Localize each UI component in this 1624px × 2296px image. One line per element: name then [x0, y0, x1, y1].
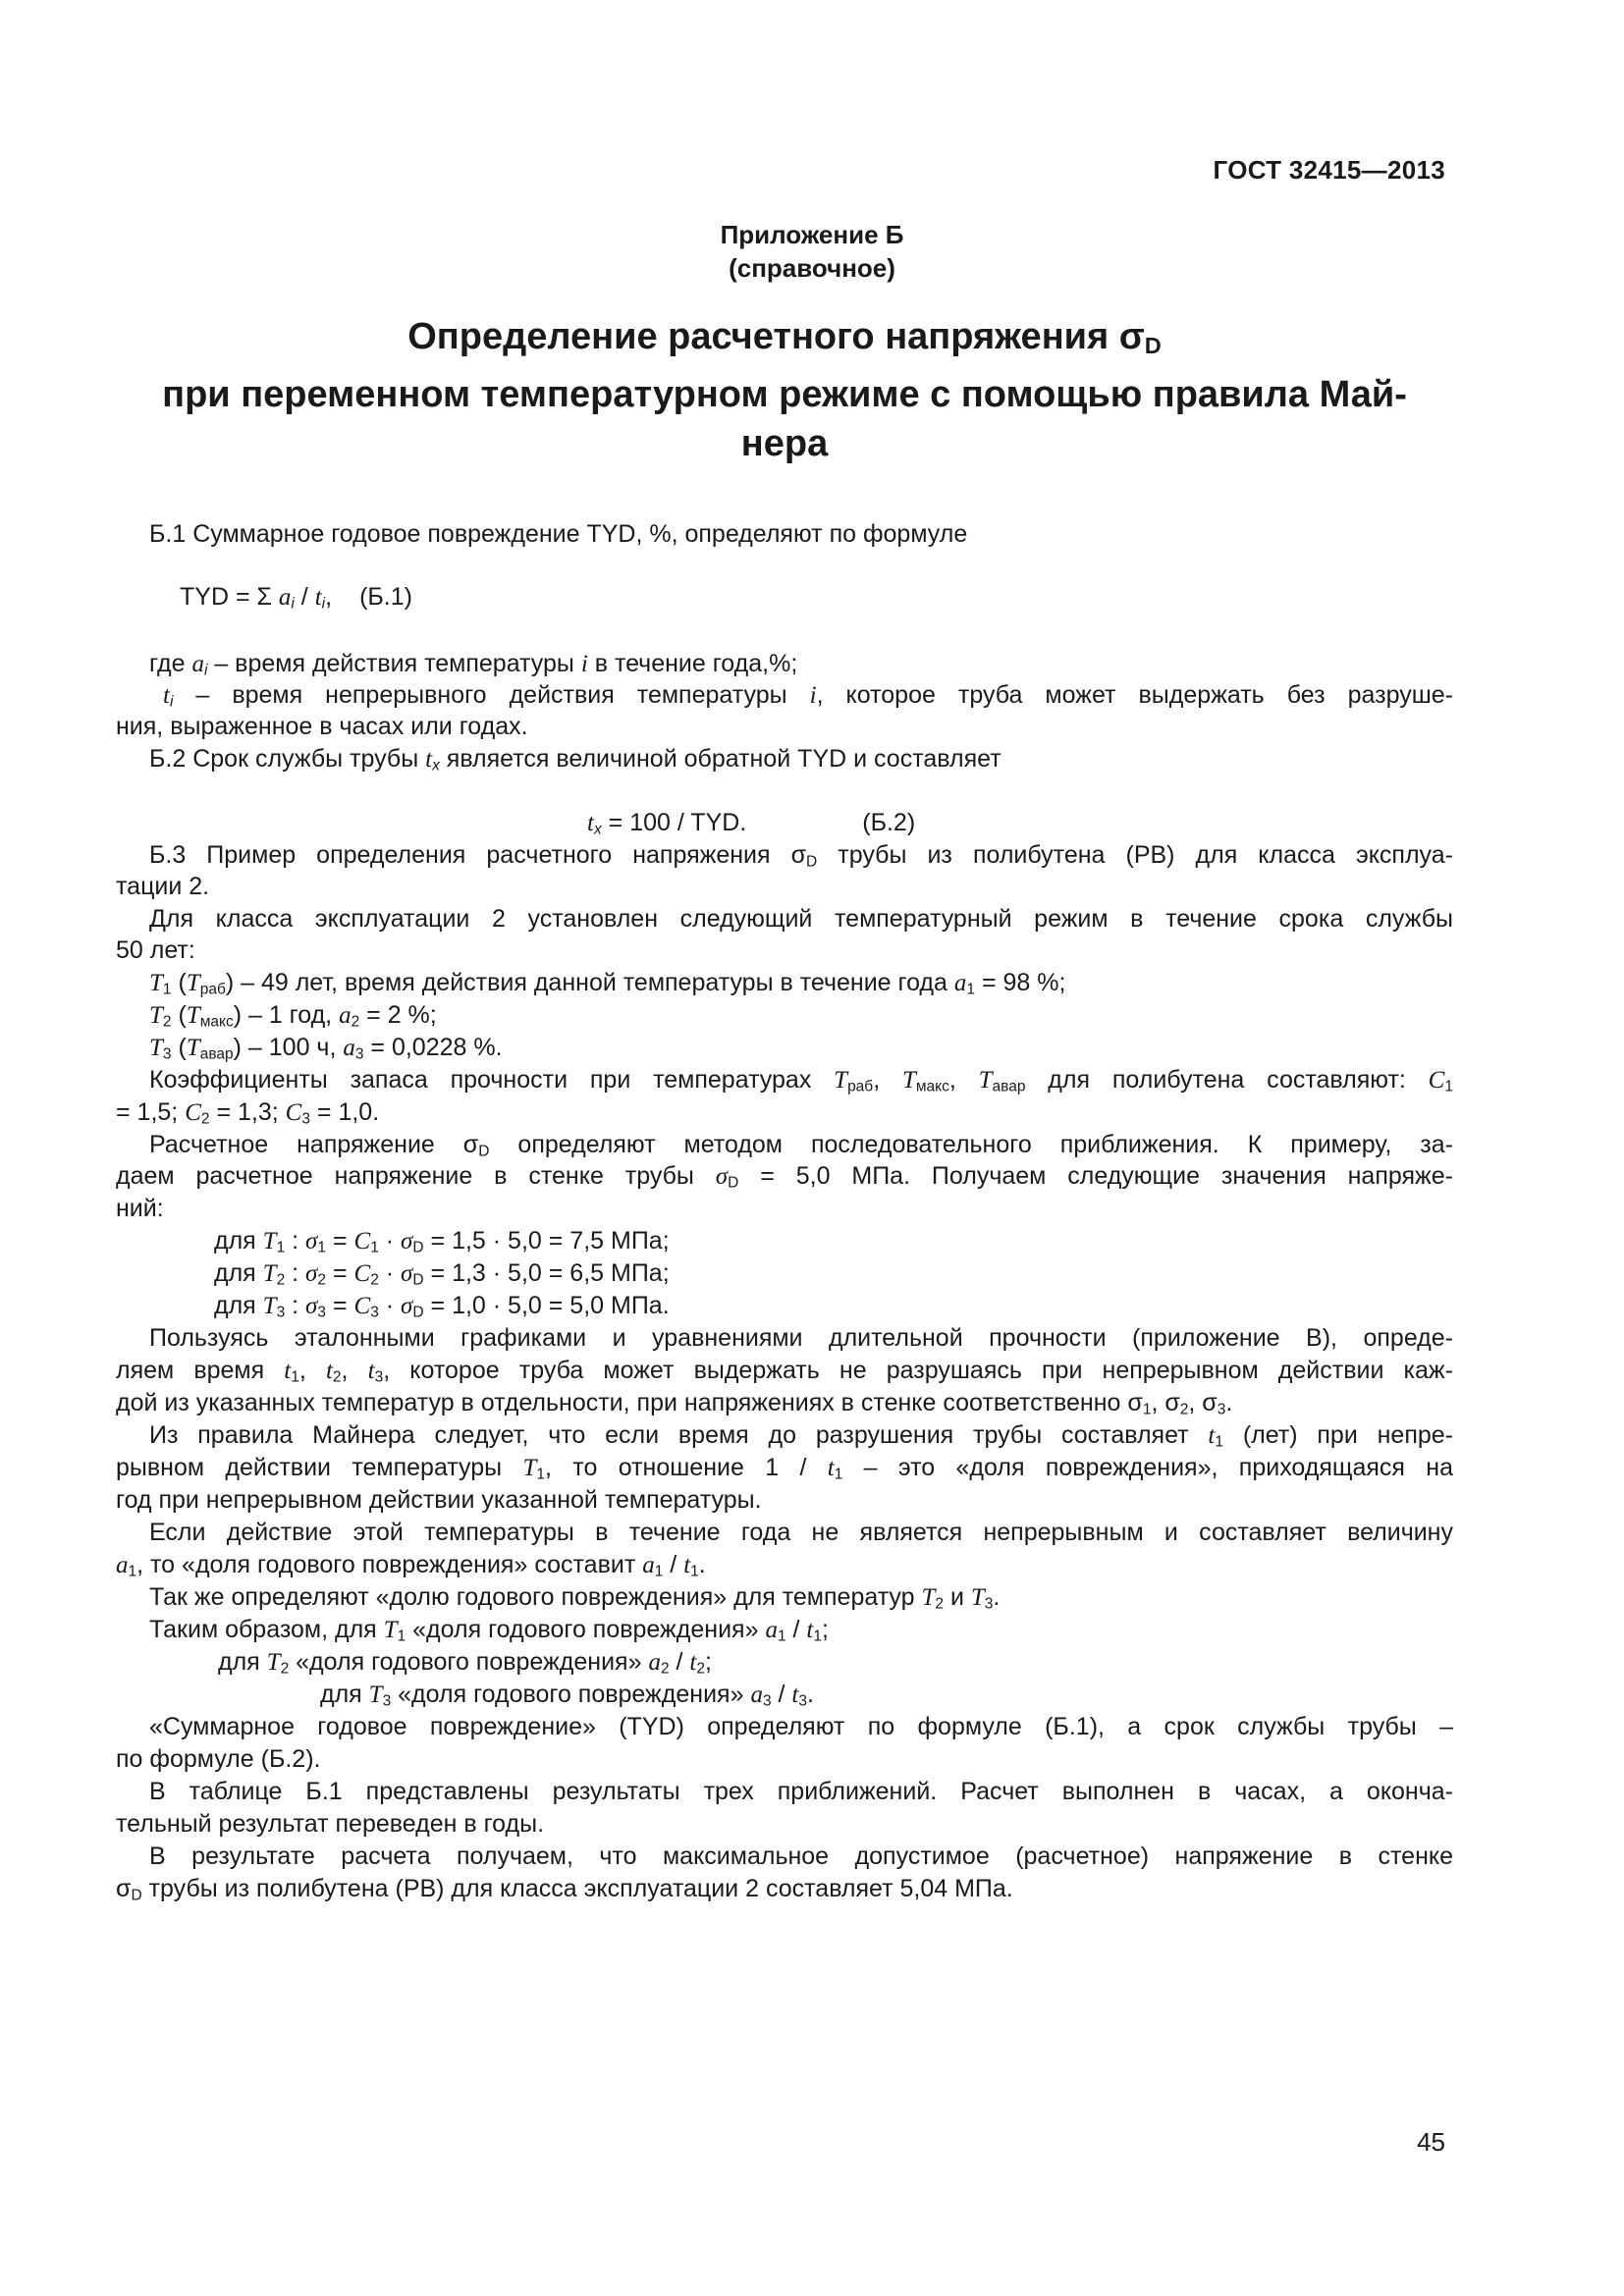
paragraph-b2: Б.2 Срок службы трубы tx является величиной обратной TYD и составляет: [149, 745, 1001, 774]
where-ai: где ai – время действия температуры i в течение года,%;: [149, 650, 798, 679]
appendix-kind: (справочное): [729, 253, 895, 283]
same-for-t2-t3: Так же определяют «долю годового повреждения» для температур $T_2$ и $T_3$.: [149, 1583, 1001, 1613]
result: В результате расчета получаем, что максимальное допустимое (расчетное) напряжение в стенке: [149, 1842, 1453, 1870]
title-line-3: нера: [740, 423, 829, 465]
class-2-text: Для класса эксплуатации 2 установлен следующий температурный режим в течение срока службы: [149, 905, 1453, 933]
calc-method-cont: даем расчетное напряжение в стенке трубы $\sigma_D = 5,0$ МПа. Получаем следующие значения напряже-: [116, 1162, 1453, 1192]
non-continuous: Если действие этой температуры в течение года не является непрерывным и составляет величину: [149, 1519, 1453, 1546]
where-ti-cont: ния, выраженное в часах или годах.: [116, 713, 528, 740]
where-ti: ti – время непрерывного действия температуры i, которое труба может выдержать без разруше-: [163, 681, 1453, 711]
title-line-2: при переменном температурном режиме с помощью правила Май-: [162, 374, 1407, 416]
temperature-t1: $T_1$ $(T_{раб}) - 49$ лет, время действия данной температуры в течение года $a_1 = 98$ %;: [149, 969, 1066, 998]
stress-t3: для $T_3$ : $\sigma_3 = C_3 \cdot \sigma_D = 1,0 \cdot 5,0 = 5,0$ МПа.: [214, 1292, 670, 1321]
title-line-1: Определение расчетного напряжения $\sigma_D$: [407, 316, 1162, 359]
page-number: 45: [1417, 2127, 1445, 2157]
appendix-label: Приложение Б: [720, 220, 904, 249]
damage-share-t3: для $T_3$ «доля годового повреждения» $a_3 / t_3$.: [320, 1681, 814, 1710]
formula-b2: tx = 100 / TYD. (Б.2): [587, 809, 916, 838]
reference-graphs-cont: ляем время $t_1$, $t_2$, $t_3$, которое труба может выдержать не разрушаясь при непрерывном действии каж-: [116, 1357, 1453, 1386]
total-damage-cont: по формуле (Б.2).: [116, 1745, 321, 1773]
formula-b1-number: (Б.1): [359, 583, 412, 611]
table-reference-cont: тельный результат переведен в годы.: [116, 1810, 545, 1838]
total-damage: «Суммарное годовое повреждение» (TYD) определяют по формуле (Б.1), а срок службы трубы –: [149, 1713, 1453, 1740]
miner-rule-cont: рывном действии температуры $T_1$, то отношение $1 / t_1$ – это «доля повреждения», приходящаяся на: [116, 1454, 1453, 1483]
damage-share-t2: для $T_2$ «доля годового повреждения» $a_2 / t_2$;: [218, 1648, 712, 1678]
stress-t2: для $T_2$ : $\sigma_2 = C_2 \cdot \sigma_D = 1,3 \cdot 5,0 = 6,5$ МПа;: [214, 1259, 670, 1289]
stress-t1: для $T_1$ : $\sigma_1 = C_1 \cdot \sigma_D = 1,5 \cdot 5,0 = 7,5$ МПа;: [214, 1227, 670, 1256]
temperature-t2: $T_2$ $(T_{макс}) - 1$ год, $a_2 = 2$ %;: [149, 1001, 437, 1031]
standard-number: ГОСТ 32415—2013: [1213, 155, 1445, 185]
paragraph-b1: Б.1 Суммарное годовое повреждение TYD, %, определяют по формуле: [149, 520, 968, 548]
formula-b1: TYD = Σ ai / ti, (Б.1): [180, 583, 412, 613]
safety-coefficients: Коэффициенты запаса прочности при температурах $T_{раб}$, $T_{макс}$, $T_{авар}$ для полибутена составляют: $C_1$: [149, 1066, 1453, 1095]
calc-method: Расчетное напряжение $\sigma_D$ определяют методом последовательного приближения. К примеру, за-: [149, 1131, 1453, 1160]
table-reference: В таблице Б.1 представлены результаты трех приближений. Расчет выполнен в часах, а оконча-: [149, 1778, 1453, 1805]
miner-rule-cont-2: год при непрерывном действии указанной температуры.: [116, 1486, 762, 1514]
class-2-text-cont: 50 лет:: [116, 936, 195, 964]
safety-coefficients-cont: = 1,5; $C_2 = 1,3$; $C_3 = 1,0$.: [116, 1098, 380, 1128]
non-continuous-cont: $a_1$, то «доля годового повреждения» составит $a_1 / t_1$.: [116, 1551, 706, 1580]
calc-method-cont-2: ний:: [116, 1195, 164, 1222]
reference-graphs: Пользуясь эталонными графиками и уравнениями длительной прочности (приложение В), опреде-: [149, 1324, 1453, 1352]
damage-share-t1: Таким образом, для $T_1$ «доля годового повреждения» $a_1 / t_1$;: [149, 1616, 829, 1645]
reference-graphs-cont-2: дой из указанных температур в отдельности, при напряжениях в стенке соответственно $\sigma_1$, $\sigma_2$, $\sigma_3$.: [116, 1389, 1233, 1418]
temperature-t3: $T_3$ $(T_{авар}) - 100$ ч, $a_3 = 0,0228$ %.: [149, 1034, 503, 1063]
result-cont: $\sigma_D$ трубы из полибутена (PB) для класса эксплуатации 2 составляет 5,04 МПа.: [116, 1875, 1013, 1904]
miner-rule: Из правила Майнера следует, что если время до разрушения трубы составляет $t_1$ (лет) при непре-: [149, 1421, 1453, 1451]
paragraph-b3: Б.3 Пример определения расчетного напряжения $\sigma_D$ трубы из полибутена (PB) для класса эксплуа-: [149, 841, 1454, 871]
page-title: [116, 312, 1453, 468]
appendix-heading: [0, 218, 1624, 285]
paragraph-b3-cont: тации 2.: [116, 873, 210, 900]
formula-b2-number: (Б.2): [862, 809, 916, 836]
